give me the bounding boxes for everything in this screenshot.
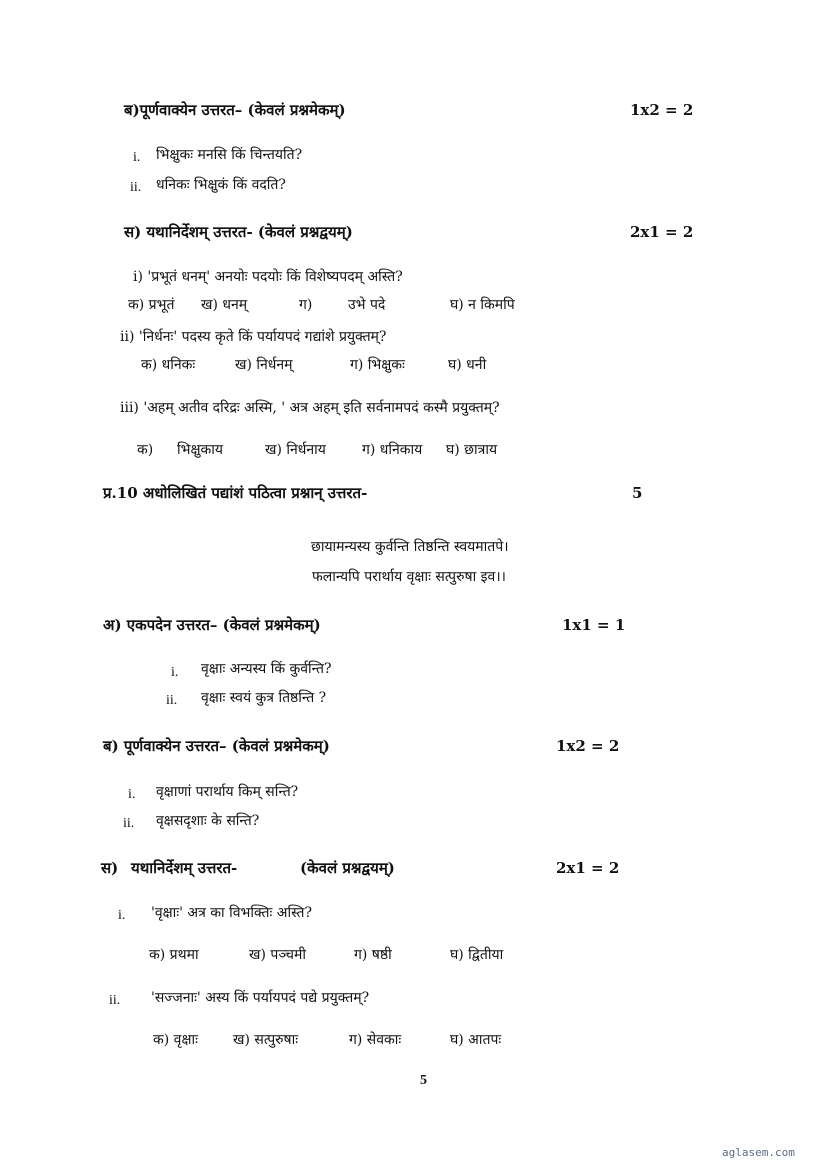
section-b2-marks: 1x2 = 2 <box>556 737 620 755</box>
section-s2-label: स) <box>101 859 119 877</box>
option: ख) निर्धनाय <box>265 442 326 458</box>
option: घ) आतपः <box>450 1032 502 1048</box>
section-s2-subheading: (केवलं प्रश्नद्वयम्) <box>300 859 395 877</box>
option: ख) सत्पुरुषाः <box>233 1032 299 1048</box>
question-number: i. <box>133 150 141 165</box>
question-text: 'वृक्षाः' अत्र का विभक्तिः अस्ति? <box>151 905 313 921</box>
question-text: i) 'प्रभूतं धनम्' अनयोः पदयोः किं विशेष्यपदम् अस्ति? <box>133 269 403 285</box>
verse-line: छायामन्यस्य कुर्वन्ति तिष्ठन्ति स्वयमातपे। <box>311 539 509 555</box>
question-number: ii. <box>123 816 135 831</box>
question-text: 'सज्जनाः' अस्य किं पर्यायपदं पद्ये प्रयुक्तम्? <box>151 990 370 1006</box>
section-a-heading: अ) एकपदेन उत्तरत– (केवलं प्रश्नमेकम्) <box>103 616 321 634</box>
option: ग) सेवकाः <box>349 1032 402 1048</box>
question-text: ii) 'निर्धनः' पदस्य कृते किं पर्यायपदं गद्यांशे प्रयुक्तम्? <box>120 329 387 345</box>
question-text: iii) 'अहम् अतीव दरिद्रः अस्मि, ' अत्र अहम् इति सर्वनामपदं कस्मै प्रयुक्तम्? <box>120 400 500 416</box>
question-number: i. <box>118 908 126 923</box>
watermark: aglasem.com <box>722 1146 795 1159</box>
option: ग) <box>299 297 313 313</box>
question-text: वृक्षाः अन्यस्य किं कुर्वन्ति? <box>201 661 332 677</box>
section-a-marks: 1x1 = 1 <box>562 616 626 634</box>
section-s1-heading: स) यथानिर्देशम् उत्तरत- (केवलं प्रश्नद्वयम्) <box>124 223 353 241</box>
section-s2-heading: यथानिर्देशम् उत्तरत- <box>131 859 238 877</box>
section-b1-marks: 1x2 = 2 <box>630 101 694 119</box>
question-10-heading: प्र.10 अधोलिखितं पद्यांशं पठित्वा प्रश्नान् उत्तरत- <box>103 484 368 502</box>
page-number: 5 <box>420 1073 427 1088</box>
question-10-marks: 5 <box>632 484 643 502</box>
section-b1-heading: ब)पूर्णवाक्येन उत्तरत– (केवलं प्रश्नमेकम्) <box>124 101 346 119</box>
option: क) <box>137 442 154 458</box>
option: भिक्षुकाय <box>177 442 224 458</box>
section-s1-marks: 2x1 = 2 <box>630 223 694 241</box>
question-text: वृक्षसदृशाः के सन्ति? <box>156 813 260 829</box>
option: ग) धनिकाय <box>362 442 423 458</box>
option: घ) छात्राय <box>446 442 498 458</box>
question-text: भिक्षुकः मनसि किं चिन्तयति? <box>156 147 303 163</box>
option: घ) न किमपि <box>450 297 515 313</box>
option: क) प्रभूतं <box>128 297 175 313</box>
option: ख) निर्धनम् <box>235 357 293 373</box>
question-number: ii. <box>166 693 178 708</box>
option: ख) पञ्चमी <box>249 947 307 963</box>
option: उभे पदे <box>348 297 386 313</box>
question-number: i. <box>171 665 179 680</box>
question-number: i. <box>128 787 136 802</box>
question-number: ii. <box>130 180 142 195</box>
option: ग) षष्ठी <box>354 947 392 963</box>
option: ख) धनम् <box>201 297 248 313</box>
option: क) प्रथमा <box>149 947 199 963</box>
option: घ) द्वितीया <box>450 947 504 963</box>
question-number: ii. <box>109 993 121 1008</box>
option: क) धनिकः <box>141 357 196 373</box>
question-text: वृक्षाः स्वयं कुत्र तिष्ठन्ति ? <box>201 690 327 706</box>
section-s2-marks: 2x1 = 2 <box>556 859 620 877</box>
option: ग) भिक्षुकः <box>350 357 405 373</box>
section-b2-heading: ब) पूर्णवाक्येन उत्तरत– (केवलं प्रश्नमेकम्) <box>103 737 330 755</box>
option: क) वृक्षाः <box>153 1032 198 1048</box>
option: घ) धनी <box>448 357 487 373</box>
question-text: वृक्षाणां परार्थाय किम् सन्ति? <box>156 784 299 800</box>
verse-line: फलान्यपि परार्थाय वृक्षाः सत्पुरुषा इव।। <box>312 569 506 585</box>
question-text: धनिकः भिक्षुकं किं वदति? <box>156 177 286 193</box>
